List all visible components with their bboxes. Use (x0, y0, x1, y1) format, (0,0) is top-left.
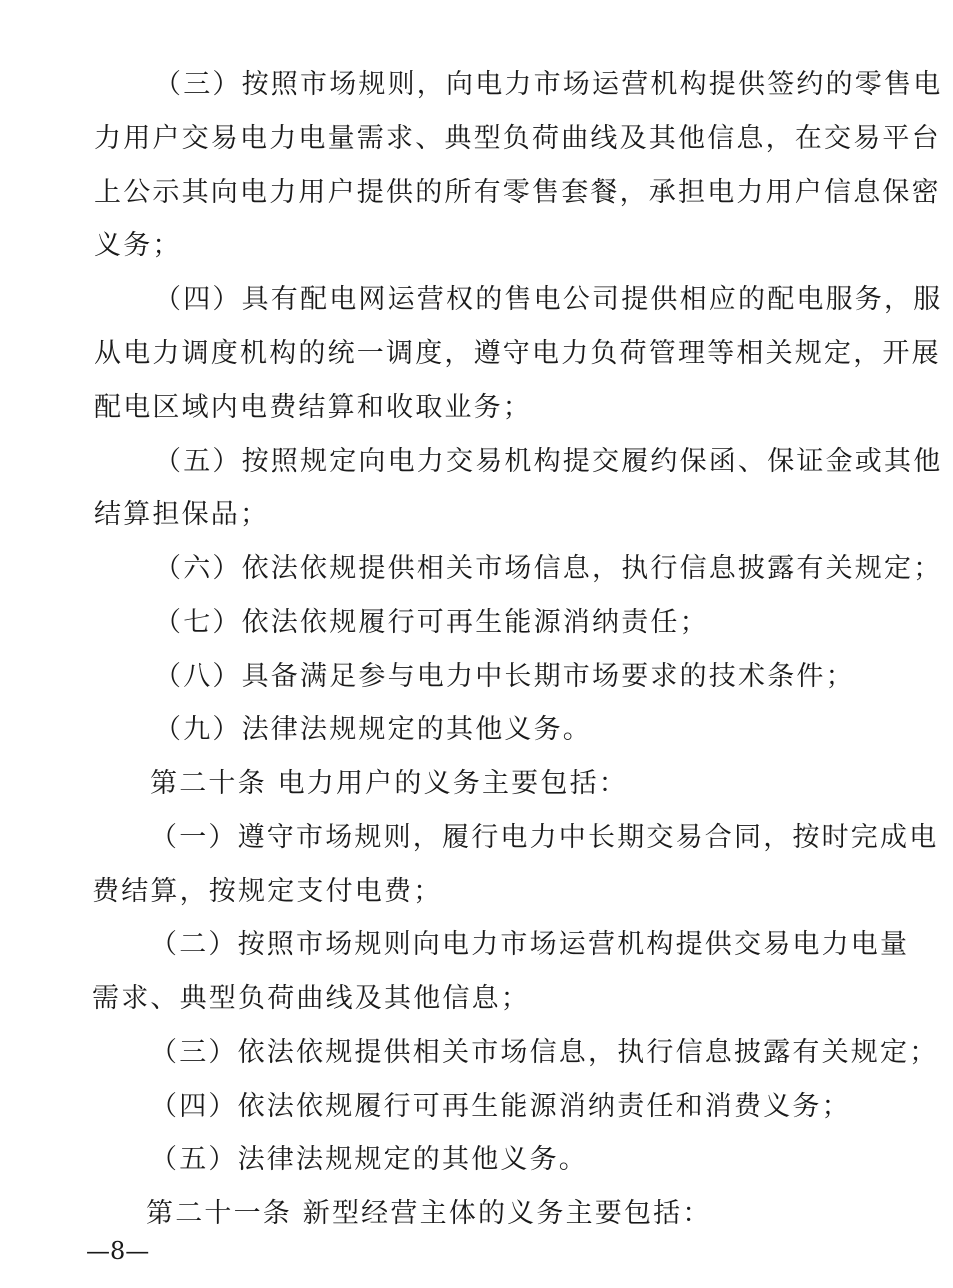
text-line: （六）依法依规提供相关市场信息，执行信息披露有关规定； (154, 553, 943, 584)
text-line: （七）依法依规履行可再生能源消纳责任； (154, 607, 709, 638)
text-line: （五）法律法规规定的其他义务。 (150, 1144, 588, 1175)
text-line: （四）依法依规履行可再生能源消纳责任和消费义务； (150, 1091, 851, 1122)
article-heading: 第二十一条 新型经营主体的义务主要包括： (146, 1198, 712, 1229)
text-line: 从电力调度机构的统一调度，遵守电力负荷管理等相关规定，开展 (94, 338, 941, 369)
text-line: 费结算，按规定支付电费； (92, 876, 443, 907)
text-line: （四）具有配电网运营权的售电公司提供相应的配电服务，服 (154, 284, 943, 315)
text-line: 配电区域内电费结算和收取业务； (94, 392, 532, 423)
text-line: 结算担保品； (94, 499, 270, 530)
text-line: 义务； (94, 230, 182, 261)
text-line: 上公示其向电力用户提供的所有零售套餐，承担电力用户信息保密 (94, 177, 941, 208)
text-line: （九）法律法规规定的其他义务。 (154, 714, 592, 745)
text-line: （八）具备满足参与电力中长期市场要求的技术条件； (154, 661, 855, 692)
text-line: （五）按照规定向电力交易机构提交履约保函、保证金或其他 (154, 446, 943, 477)
text-line: 力用户交易电力电量需求、典型负荷曲线及其他信息，在交易平台 (94, 123, 941, 154)
page-number: —8— (86, 1237, 150, 1265)
text-line: （三）按照市场规则，向电力市场运营机构提供签约的零售电 (154, 69, 943, 100)
text-line: （三）依法依规提供相关市场信息，执行信息披露有关规定； (150, 1037, 939, 1068)
text-line: （二）按照市场规则向电力市场运营机构提供交易电力电量 (150, 929, 910, 960)
text-line: （一）遵守市场规则，履行电力中长期交易合同，按时完成电 (150, 822, 939, 853)
text-line: 需求、典型负荷曲线及其他信息； (92, 983, 530, 1014)
article-heading: 第二十条 电力用户的义务主要包括： (150, 768, 628, 799)
